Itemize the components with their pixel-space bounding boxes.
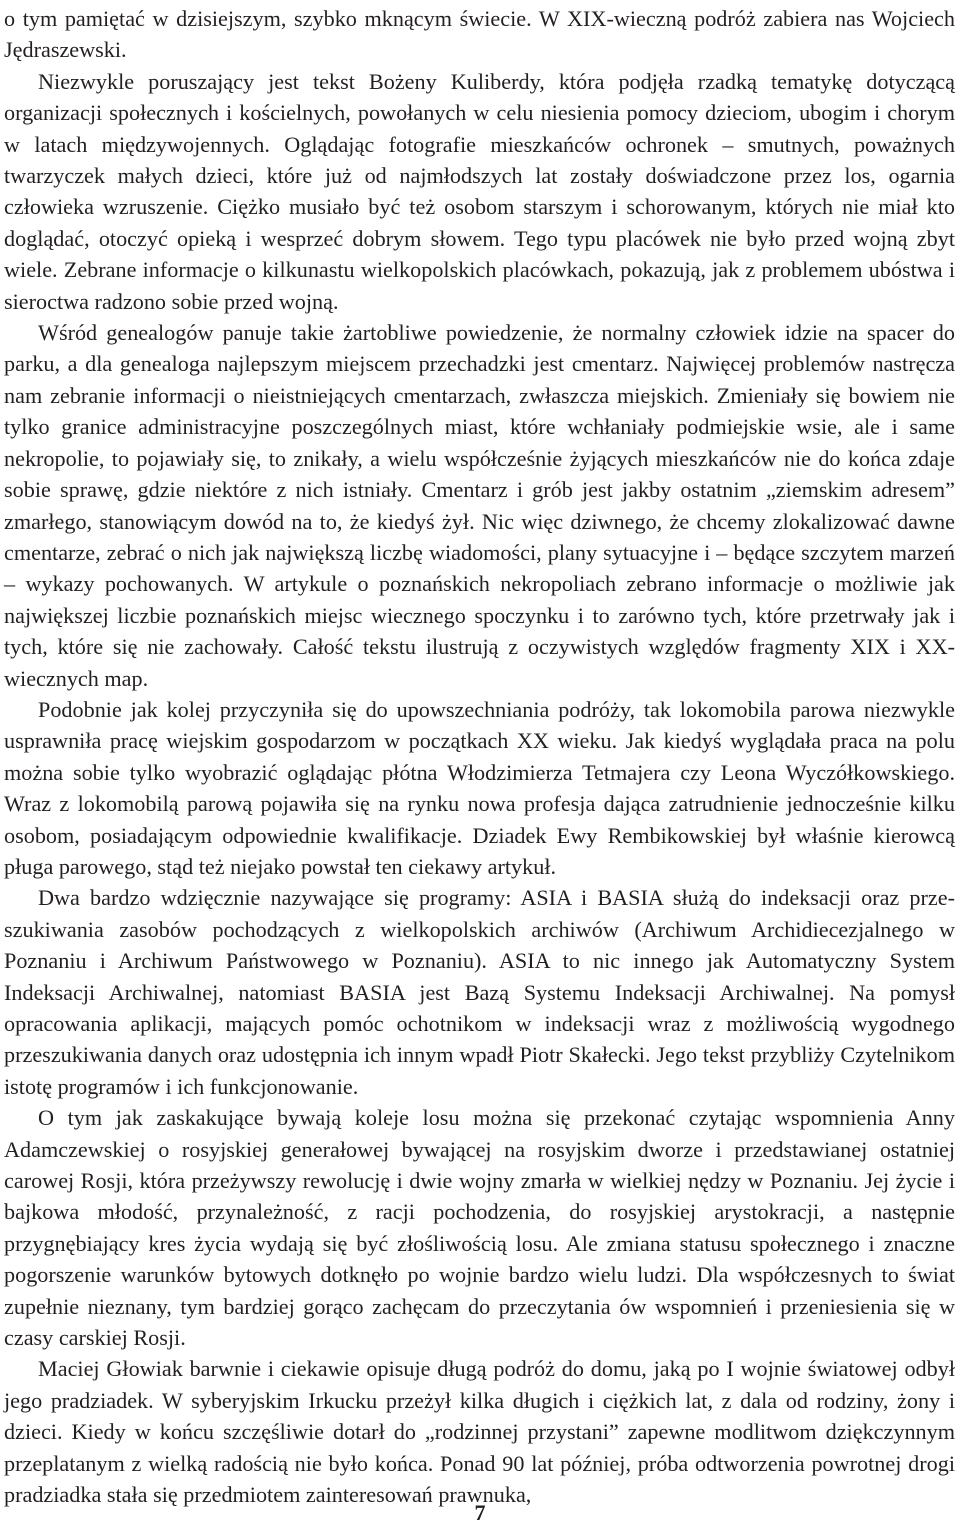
paragraph-locomobile: Podobnie jak kolej przyczyniła się do upowszechniania podróży, tak lokomobila parowa niezwykle usprawniła pracę wiejskim gospodarzom w początkach XX wieku. Jak kiedyś wyglądała praca na polu można sobie tylko wyobrazić oglądając płótna Włodzimierza Tetmajera czy Leona Wyczółkowskiego. Wraz z lokomobilą parową pojawiła się na rynku nowa profesja dająca zatrudnienie jednocześnie kilku osobom, posiadającym odpowiednie kwalifikacje. Dziadek Ewy Rembikowskiej był właśnie kierowcą pługa parowego, stąd też niejako powstał ten ciekawy artykuł. (4, 696, 955, 879)
paragraph-kuliberda: Niezwykle poruszający jest tekst Bożeny Kuliberdy, która podjęła rzadką tematykę dotyczącą organizacji społecznych i kościelnych, powołanych w celu niesienia pomocy dzieciom, ubogim i chorym w latach międzywojennych. Oglądając fotografie mieszkańców ochronek – smutnych, poważnych twarzyczek małych dzieci, które już od najmłodszych lat zostały doświadczone przez los, ogarnia człowieka wzruszenie. Ciężko musiało być też osobom starszym i schorowanym, których nie miał kto doglądać, otoczyć opieką i wesprzeć dobrym słowem. Tego typu placówek nie było przed wojną zbyt wiele. Zebrane informacje o kilkunastu wielkopolskich placówkach, pokazują, jak z problemem ubóstwa i sieroctwa radzono sobie przed wojną. (4, 68, 955, 314)
paragraph-cemeteries: Wśród genealogów panuje takie żartobliwe powiedzenie, że normalny człowiek idzie na spacer do parku, a dla genealoga najlepszym miejscem przechadzki jest cmentarz. Najwięcej problemów nastręcza nam zebranie informacji o nieistniejących cmentarzach, zwłaszcza miejskich. Zmieniały się bowiem nie tylko granice administracyjne poszczególnych miast, które wchłaniały podmiejskie wsie, ale i same nekropolie, to pojawiały się, to znikały, a wielu współcześnie żyjących mieszkańców nie do końca zdaje sobie sprawę, gdzie niektóre z nich istniały. Cmentarz i grób jest jakby ostatnim „ziemskim adresem” zmarłego, stanowiącym dowód na to, że kiedyś żył. Nic więc dziwnego, że chcemy zlokalizować dawne cmentarze, zebrać o nich jak największą liczbę wiadomości, plany sytuacyjne i – będące szczytem marzeń – wykazy pochowanych. W artykule o poznańskich nekropoliach zebrano informacje o możliwie jak największej liczbie poznańskich miejsc wiecznego spoczynku i to zarówno tych, które przetrwały jak i tych, które się nie zachowały. Całość tekstu ilustrują z oczywistych względów fragmenty XIX i XX-wiecznych map. (4, 320, 955, 691)
paragraph-asia-basia: Dwa bardzo wdzięcznie nazywające się programy: ASIA i BASIA służą do indeksacji oraz przeszukiwania zasobów pochodzących z wielkopolskich archiwów (Archiwum Archidiecezjalnego w Poznaniu i Archiwum Państwowego w Poznaniu). ASIA to nic innego jak Automatyczny System Indeksacji Archiwalnej, natomiast BASIA jest Bazą Systemu Indeksacji Archiwalnej. Na pomysł opracowania aplikacji, mających pomóc ochotnikom w indeksacji wraz z możliwością wygodnego przeszukiwania danych oraz udostępnia ich innym wpadł Piotr Skałecki. Jego tekst przybliży Czytelnikom istotę programów i ich funkcjonowanie. (4, 885, 955, 1099)
document-page (4, 3, 955, 1511)
paragraph-intro-continuation: o tym pamiętać w dzisiejszym, szybko mknącym świecie. W XIX-wieczną podróż zabiera nas Wojciech Jędraszewski. (4, 6, 955, 63)
page-number: 7 (474, 1500, 486, 1525)
paragraph-adamczewska: O tym jak zaskakujące bywają koleje losu można się przekonać czytając wspomnienia Anny Adamczewskiej o rosyjskiej generałowej bywającej na rosyjskim dworze i przedstawianej ostatniej carowej Rosji, która przeżywszy rewolucję i dwie wojny zmarła w wielkiej nędzy w Poznaniu. Jej życie i bajkowa młodość, przynależność, z racji pochodzenia, do rosyjskiej arystokracji, a następnie przygnębiający kres życia wydają się być złośliwością losu. Ale zmiana statusu społecznego i znaczne pogorszenie warunków bytowych dotknęło po wojnie bardzo wielu ludzi. Dla współczesnych to świat zupełnie nieznany, tym bardziej gorąco zachęcam do przeczytania ów wspomnień i przeniesienia się w czasy carskiej Rosji. (4, 1105, 955, 1351)
paragraph-glowiak: Maciej Głowiak barwnie i ciekawie opisuje długą podróż do domu, jaką po I wojnie światowej odbył jego pradziadek. W syberyjskim Irkucku przeżył kilka długich i ciężkich lat, z dala od rodziny, żony i dzieci. Kiedy w końcu szczęśliwie dotarł do „rodzinnej przystani” zapewne modlitwom dziękczynnym przeplatanym z wielką radością nie było końca. Ponad 90 lat później, próba odtworzenia powrotnej drogi pradziadka stała się przedmiotem zainteresowań prawnuka, (4, 1356, 955, 1508)
